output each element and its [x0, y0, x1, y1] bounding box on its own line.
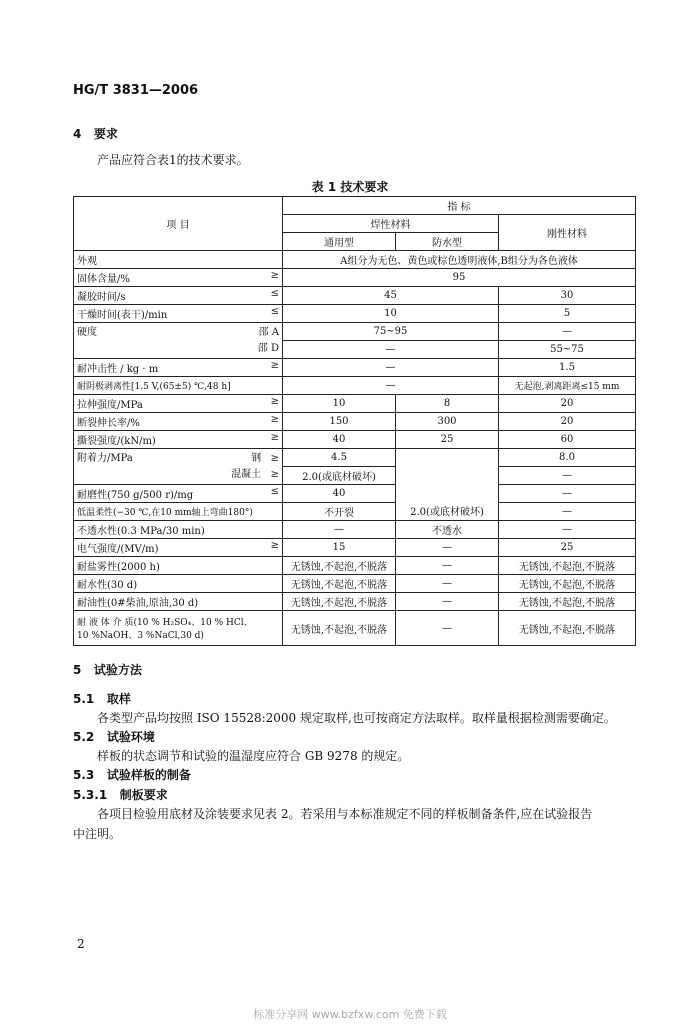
table-row — [74, 521, 636, 539]
section-title: 试验样板的制备 — [106, 768, 191, 782]
cell-value: — — [283, 377, 499, 395]
header-index: 指 标 — [283, 197, 636, 215]
row-name-text: 凝胶时间/s — [77, 292, 126, 303]
cell-value: 无锈蚀,不起泡,不脱落 — [283, 557, 396, 575]
row-name — [74, 413, 283, 431]
cell-value: — — [499, 521, 636, 539]
section-5-3-1-text-cont: 中注明。 — [73, 827, 122, 841]
cell-value: — — [283, 341, 499, 359]
row-name-text: 固体含量/% — [77, 274, 130, 285]
row-name: 耐盐雾性(2000 h) — [74, 557, 283, 575]
section-4-heading — [73, 125, 118, 142]
row-name: 外观 — [74, 251, 283, 269]
cell-value: 无锈蚀,不起泡,不脱落 — [499, 575, 636, 593]
cell-value: 10 — [283, 395, 396, 413]
table-row — [74, 431, 636, 449]
row-name — [74, 269, 283, 287]
operator: ≥ — [270, 453, 279, 464]
section-5-2-heading — [73, 728, 155, 745]
operator: ≥ — [270, 396, 279, 407]
cell-value: 150 — [283, 413, 396, 431]
cell-value: — — [396, 611, 499, 646]
row-name-text: 断裂伸长率/% — [77, 418, 140, 429]
section-5-heading — [73, 661, 142, 678]
header-rigid: 焊性材料 — [283, 215, 499, 233]
table-row — [74, 413, 636, 431]
row-name — [74, 449, 283, 485]
section-number: 5.1 — [73, 692, 95, 706]
section-4-text: 产品应符合表1的技术要求。 — [97, 153, 249, 167]
cell-value: 不透水 — [396, 521, 499, 539]
cell-value: 无起泡,剥离距离≤15 mm — [499, 377, 636, 395]
row-name — [74, 359, 283, 377]
cell-value: 40 — [283, 431, 396, 449]
table-row — [74, 251, 636, 269]
row-name — [74, 323, 283, 359]
section-number: 5.2 — [73, 730, 95, 744]
row-name — [74, 611, 283, 646]
cell-value: 无锈蚀,不起泡,不脱落 — [499, 611, 636, 646]
row-name-text: 拉伸强度/MPa — [77, 400, 143, 411]
row-name-text: 硬度 — [77, 327, 97, 338]
cell-value: 4.5 — [283, 449, 396, 467]
table-header-row — [74, 197, 636, 215]
section-5-1-text: 各类型产品均按照 ISO 15528:2000 规定取样,也可按商定方法取样。取样量根据检测需要确定。 — [97, 711, 616, 725]
section-number: 5.3.1 — [73, 788, 108, 802]
section-5-1-heading — [73, 690, 131, 707]
table-row — [74, 287, 636, 305]
row-name-text: 电气强度/(MV/m) — [77, 544, 159, 555]
table-row — [74, 611, 636, 646]
header-flex: 刚性材料 — [499, 215, 636, 251]
row-name-line: 10 %NaOH、3 %NaCl,30 d) — [77, 631, 204, 641]
cell-value: — — [396, 593, 499, 611]
row-name — [74, 485, 283, 503]
section-title: 要求 — [93, 127, 118, 141]
cell-value: 95 — [283, 269, 636, 287]
table-row — [74, 593, 636, 611]
table-row — [74, 323, 636, 341]
cell-value: 10 — [283, 305, 499, 323]
cell-value: 8.0 — [499, 449, 636, 467]
watermark: 标准分享网 www.bzfxw.com 免费下载 — [253, 1008, 447, 1021]
cell-value: 25 — [396, 431, 499, 449]
header-item: 项 目 — [74, 197, 283, 251]
operator: ≥ — [270, 270, 279, 281]
cell-value: 8 — [396, 395, 499, 413]
row-name: 耐油性(0#柴油,原油,30 d) — [74, 593, 283, 611]
cell-value: 75~95 — [283, 323, 499, 341]
cell-value: 无锈蚀,不起泡,不脱落 — [283, 611, 396, 646]
section-title: 试验方法 — [93, 663, 142, 677]
cell-value: 无锈蚀,不起泡,不脱落 — [499, 557, 636, 575]
cell-value: 30 — [499, 287, 636, 305]
row-name: 耐水性(30 d) — [74, 575, 283, 593]
row-name — [74, 431, 283, 449]
section-5-3-heading — [73, 766, 191, 783]
section-number: 5.3 — [73, 768, 95, 782]
cell-value: 5 — [499, 305, 636, 323]
table-row — [74, 485, 636, 503]
section-5-3-1-heading — [73, 786, 168, 803]
table-row — [74, 557, 636, 575]
section-title: 取样 — [106, 692, 131, 706]
sub-label: 邵 D — [257, 343, 279, 354]
cell-value: 20 — [499, 413, 636, 431]
cell-value: — — [396, 557, 499, 575]
operator: ≤ — [270, 288, 279, 299]
cell-value: 无锈蚀,不起泡,不脱落 — [283, 593, 396, 611]
row-name — [74, 287, 283, 305]
cell-value: — — [499, 503, 636, 521]
cell-value: 1.5 — [499, 359, 636, 377]
row-name-text: 耐冲击性 / kg · m — [77, 364, 159, 375]
header-general: 通用型 — [283, 233, 396, 251]
document-header: HG/T 3831—2006 — [73, 83, 199, 98]
operator: ≥ — [270, 432, 279, 443]
cell-value: 25 — [499, 539, 636, 557]
section-number: 5 — [73, 663, 82, 677]
requirements-table — [73, 196, 636, 646]
table-row — [74, 359, 636, 377]
sub-label: 邵 A — [258, 327, 279, 338]
table-caption: 表 1 技术要求 — [311, 180, 389, 194]
cell-value: 不开裂 — [283, 503, 396, 521]
section-5-3-1-text: 各项目检验用底材及涂装要求见表 2。若采用与本标准规定不同的样板制备条件,应在试验报告 — [97, 807, 593, 821]
sub-label: 混凝土 — [231, 469, 262, 480]
table-row — [74, 575, 636, 593]
section-title: 制板要求 — [119, 788, 168, 802]
cell-value: 15 — [283, 539, 396, 557]
operator: ≥ — [270, 414, 279, 425]
cell-value: 2.0(或底材破坏) — [396, 449, 499, 521]
sub-label: 钢 — [251, 453, 262, 464]
operator: ≤ — [270, 486, 279, 497]
section-title: 试验环境 — [106, 730, 155, 744]
table-row — [74, 377, 636, 395]
section-5-2-text: 样板的状态调节和试验的温湿度应符合 GB 9278 的规定。 — [97, 749, 410, 763]
cell-value: 60 — [499, 431, 636, 449]
table-row — [74, 539, 636, 557]
table-row — [74, 395, 636, 413]
section-number: 4 — [73, 127, 82, 141]
operator: ≥ — [270, 360, 279, 371]
cell-value: A组分为无色、黄色或棕色透明液体,B组分为各色液体 — [283, 251, 636, 269]
table-row — [74, 305, 636, 323]
cell-value: 55~75 — [499, 341, 636, 359]
cell-value: — — [499, 485, 636, 503]
cell-value: 无锈蚀,不起泡,不脱落 — [499, 593, 636, 611]
row-name-text: 耐磨性(750 g/500 r)/mg — [77, 490, 194, 501]
row-name-text: 附着力/MPa — [77, 453, 133, 464]
operator: ≥ — [270, 540, 279, 551]
row-name: 耐阴极剥离性[1.5 V,(65±5) ℃,48 h] — [74, 377, 283, 395]
row-name — [74, 539, 283, 557]
row-name-line: 耐 液 体 介 质(10 % H₂SO₄、10 % HCl、 — [77, 618, 253, 628]
cell-value: 300 — [396, 413, 499, 431]
row-name-text: 撕裂强度/(kN/m) — [77, 436, 156, 447]
cell-value: 2.0(或底材破坏) — [283, 467, 396, 485]
cell-value: — — [396, 539, 499, 557]
operator: ≥ — [270, 469, 279, 480]
cell-value: — — [499, 323, 636, 341]
cell-value: — — [283, 359, 499, 377]
header-waterproof: 防水型 — [396, 233, 499, 251]
row-name: 低温柔性(−30 ℃,在10 mm轴上弯曲180°) — [74, 503, 283, 521]
cell-value: — — [499, 467, 636, 485]
table-row — [74, 269, 636, 287]
table-row — [74, 503, 636, 521]
cell-value: 20 — [499, 395, 636, 413]
row-name — [74, 395, 283, 413]
operator: ≤ — [270, 306, 279, 317]
cell-value: — — [283, 521, 396, 539]
row-name: 不透水性(0.3 MPa/30 min) — [74, 521, 283, 539]
row-name-text: 干燥时间(表干)/min — [77, 310, 168, 321]
page-number: 2 — [77, 937, 85, 951]
row-name — [74, 305, 283, 323]
cell-value: — — [396, 575, 499, 593]
table-row — [74, 449, 636, 467]
cell-value: 无锈蚀,不起泡,不脱落 — [283, 575, 396, 593]
cell-value: 40 — [283, 485, 396, 503]
cell-value: 45 — [283, 287, 499, 305]
